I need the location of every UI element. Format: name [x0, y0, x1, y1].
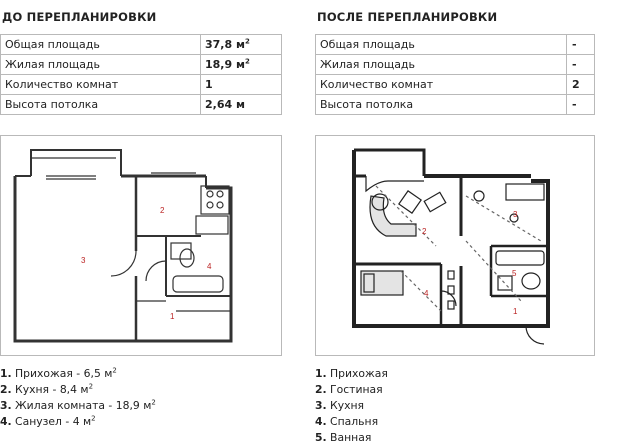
- spec-label: Высота потолка: [1, 95, 201, 115]
- before-legend: [0, 366, 282, 430]
- plan-label-living: 2: [422, 227, 427, 236]
- after-specs-table: [315, 34, 595, 115]
- spec-value: 1: [201, 75, 282, 95]
- spec-value: -: [567, 55, 595, 75]
- spec-label: Жилая площадь: [316, 55, 567, 75]
- list-item: 4. Санузел - 4 $м^2$: [0, 414, 96, 428]
- spec-value: -: [567, 35, 595, 55]
- before-floor-plan: [0, 135, 282, 356]
- before-section: [0, 0, 282, 430]
- before-specs-table: [0, 34, 282, 115]
- plan-label-kitchen: 3: [513, 210, 518, 219]
- table-row: [1, 35, 282, 55]
- spec-label: Жилая площадь: [1, 55, 201, 75]
- plan-label-hall: 1: [170, 312, 175, 321]
- plan-label-bathroom: 4: [207, 262, 212, 271]
- list-item: 4. Спальня: [315, 415, 379, 428]
- plan-label-hall: 1: [513, 307, 518, 316]
- plan-label-bathroom: 5: [512, 269, 517, 278]
- spec-label: Количество комнат: [316, 75, 567, 95]
- plan-label-bedroom: 4: [424, 289, 429, 298]
- after-floor-plan: [315, 135, 595, 356]
- plan-label-room: 3: [81, 256, 86, 265]
- spec-value: -: [567, 95, 595, 115]
- after-floor-plan-drawing: [316, 136, 595, 355]
- spec-label: Высота потолка: [316, 95, 567, 115]
- after-heading: ПОСЛЕ ПЕРЕПЛАНИРОВКИ: [317, 10, 498, 24]
- spec-value: 18,9 $м^2$: [201, 55, 282, 75]
- table-row: [1, 95, 282, 115]
- spec-value: 2: [567, 75, 595, 95]
- after-section: [315, 0, 595, 446]
- spec-label: Количество комнат: [1, 75, 201, 95]
- spec-label: Общая площадь: [1, 35, 201, 55]
- list-item: 2. Гостиная: [315, 383, 383, 396]
- spec-value: 37,8 $м^2$: [201, 35, 282, 55]
- list-item: 3. Кухня: [315, 399, 365, 412]
- table-row: [1, 55, 282, 75]
- table-row: [316, 55, 595, 75]
- list-item: 2. Кухня - 8,4 $м^2$: [0, 382, 94, 396]
- list-item: 1. Прихожая: [315, 367, 388, 380]
- table-row: [1, 75, 282, 95]
- list-item: 5. Ванная: [315, 431, 372, 444]
- table-row: [316, 75, 595, 95]
- list-item: 1. Прихожая - 6,5 $м^2$: [0, 366, 117, 380]
- table-row: [316, 95, 595, 115]
- before-heading: ДО ПЕРЕПЛАНИРОВКИ: [2, 10, 157, 24]
- after-legend: [315, 366, 595, 446]
- spec-value: 2,64 м: [201, 95, 282, 115]
- plan-label-kitchen: 2: [160, 206, 165, 215]
- spec-label: Общая площадь: [316, 35, 567, 55]
- before-floor-plan-drawing: [1, 136, 282, 355]
- list-item: 3. Жилая комната - 18,9 $м^2$: [0, 398, 156, 412]
- table-row: [316, 35, 595, 55]
